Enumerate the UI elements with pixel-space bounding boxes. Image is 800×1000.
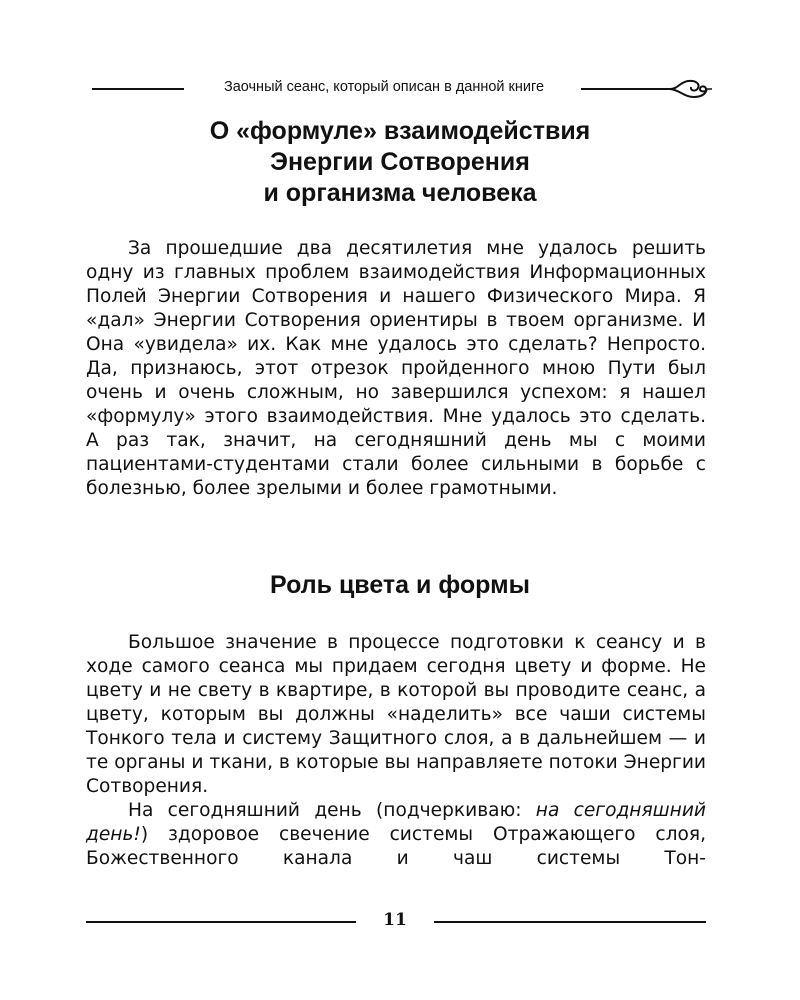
- paragraph-text: На сегодняшний день (подчеркиваю:: [128, 800, 536, 821]
- paragraph-color-form-1: Большое значение в процессе подготовки к сеансу и в ходе самого сеанса мы придаем сегодня цвету и форме. Не цвету и не свету в квартире, в которой вы проводите сеанс, а цвету, которым вы должны «наделить» все чаши системы Тонкого тела и систему Защитного слоя, а в дальнейшем — и те органы и ткани, в которые вы направляете потоки Энергии Сотворения.: [86, 632, 706, 797]
- page-footer: [86, 910, 706, 934]
- section-color-form-body: [86, 631, 706, 871]
- section-title-formula: [90, 116, 710, 209]
- header-rule-right: [581, 88, 651, 90]
- section-formula-body: [86, 237, 706, 501]
- paragraph-italic-emphasis: на сегодняшний день!: [86, 800, 706, 845]
- running-header: [92, 78, 712, 100]
- header-rule-left: [92, 88, 184, 90]
- footer-rule-right: [434, 921, 706, 923]
- paragraph-formula: За прошедшие два десятилетия мне удалось решить одну из главных проблем взаимодействия Информационных Полей Энергии Сотворения и нашего Физического Мира. Я «дал» Энергии Сотворения ориентиры в твоем организме. И Она «увидела» их. Как мне удалось это сделать? Непросто. Да, признаюсь, этот отрезок пройденного мною Пути был очень и очень сложным, но завершился успехом: я нашел «формулу» этого взаимодействия. Мне удалось это сделать. А раз так, значит, на сегодняшний день мы с моими пациентами-студентами стали более сильными в борьбе с болезнью, более зрелыми и более грамотными.: [86, 238, 706, 499]
- section-title-line: О «формуле» взаимодействия: [209, 117, 591, 145]
- page-number: 11: [383, 910, 407, 930]
- section-title-line: Энергии Сотворения: [270, 148, 530, 176]
- section-title-color-form: Роль цвета и формы: [270, 571, 530, 599]
- footer-rule-left: [86, 921, 356, 923]
- paragraph-color-form-2: [86, 799, 706, 871]
- flourish-ornament-icon: [650, 78, 712, 100]
- section-title-line: и организма человека: [263, 179, 537, 207]
- running-header-text: Заочный сеанс, который описан в данной книге: [223, 79, 545, 95]
- paragraph-text: ) здоровое свечение системы Отражающего слоя, Божественного канала и чаш системы Тон-: [86, 824, 706, 869]
